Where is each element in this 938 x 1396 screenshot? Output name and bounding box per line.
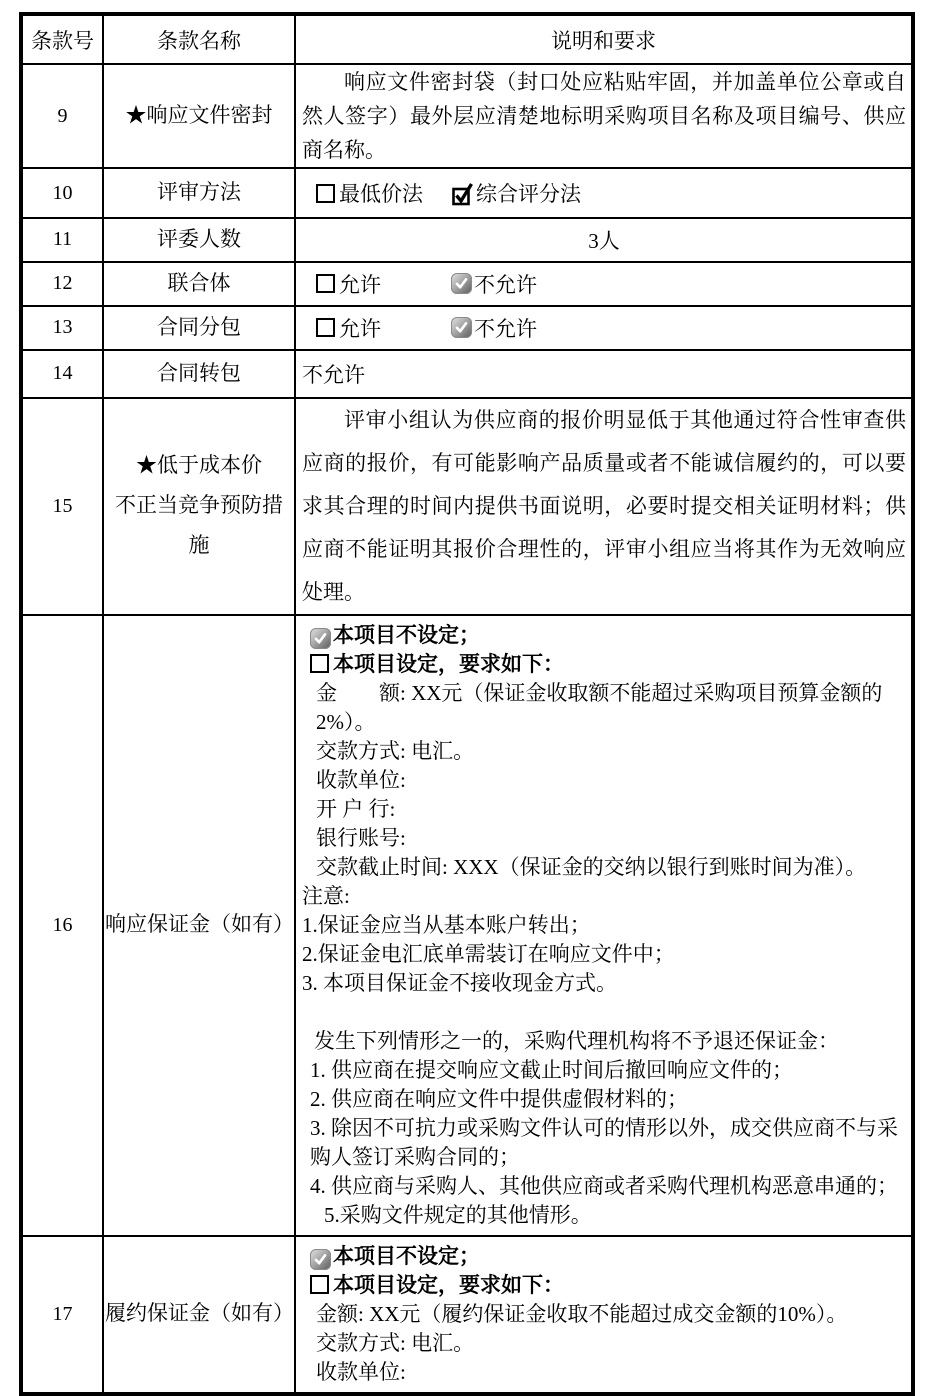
clause-no-cell: [21, 306, 103, 350]
clause-name: 响应保证金（如有）: [105, 912, 294, 937]
detail-line: 交款方式: 电汇。: [316, 738, 475, 763]
description-cell: [295, 306, 913, 350]
unchecked-checkbox-icon: [316, 274, 335, 293]
option-unchecked: [316, 178, 451, 208]
forfeit-item: 1. 供应商在提交响应文截止时间后撤回响应文件的；: [310, 1057, 793, 1082]
clauses-table: [19, 12, 915, 1396]
clause-no-cell: [21, 64, 103, 168]
unchecked-checkbox-icon: [310, 1275, 329, 1294]
gray-check-icon: [310, 1249, 331, 1270]
option-unchecked: [316, 313, 451, 343]
clause-name: 评审方法: [157, 180, 241, 205]
clause-number: 12: [52, 272, 73, 295]
clause-name: 履约保证金（如有）: [105, 1301, 294, 1326]
option-checked: [302, 621, 906, 650]
clause-name: 合同分包: [157, 314, 241, 339]
option-label: 本项目不设定；: [333, 1243, 480, 1268]
forfeit-item: 2. 供应商在响应文件中提供虚假材料的；: [310, 1086, 688, 1111]
option-unchecked: [302, 1271, 906, 1300]
option-label: 允许: [339, 316, 381, 341]
table-row: [21, 168, 913, 218]
clause-name-cell: [103, 1236, 295, 1394]
clause-number: 10: [52, 181, 73, 204]
option-checked: [451, 178, 581, 208]
header-clause-no: 条款号: [31, 28, 94, 53]
description-cell: [295, 1236, 913, 1394]
option-label: 不允许: [474, 272, 537, 297]
option-label: 允许: [339, 272, 381, 297]
clause-name-cell: [103, 398, 295, 615]
forfeit-intro: 发生下列情形之一的，采购代理机构将不予退还保证金：: [314, 1028, 839, 1053]
clause-name-cell: [103, 262, 295, 306]
clause-no-cell: [21, 350, 103, 398]
option-label: 不允许: [474, 316, 537, 341]
forfeit-item: 3. 除因不可抗力或采购文件认可的情形以外，成交供应商不与采购人签订采购合同的；: [310, 1115, 898, 1169]
table-row: [21, 615, 913, 1236]
clause-name: 评委人数: [157, 227, 241, 251]
table-row: [21, 218, 913, 262]
unchecked-checkbox-icon: [310, 654, 329, 673]
unchecked-checkbox-icon: [316, 318, 335, 337]
header-clause-name: 条款名称: [157, 28, 241, 53]
clause-no-cell: [21, 262, 103, 306]
header-clause-name-cell: [103, 14, 295, 64]
clause-name-cell: [103, 218, 295, 262]
note-item: 3. 本项目保证金不接收现金方式。: [302, 970, 617, 995]
clause-no-cell: [21, 398, 103, 615]
clause-no-cell: [21, 615, 103, 1236]
clause-value: 不允许: [302, 362, 365, 387]
description-cell: [295, 218, 913, 262]
clause-paragraph: 评审小组认为供应商的报价明显低于其他通过符合性审查供应商的报价，有可能影响产品质量或者不能诚信履约的，可以要求其合理的时间内提供书面说明，必要时提交相关证明材料；供应商不能证明其报价合理性的，评审小组应当将其作为无效响应处理。: [302, 407, 906, 604]
detail-line: 收款单位:: [316, 767, 406, 792]
clause-name-line2: 不正当竞争预防措施: [115, 493, 283, 558]
header-clause-no-cell: [21, 14, 103, 64]
table-header-row: [21, 14, 913, 64]
clause-name-cell: [103, 350, 295, 398]
clause-paragraph: 响应文件密封袋（封口处应粘贴牢固，并加盖单位公章或自然人签字）最外层应清楚地标明采购项目名称及项目编号、供应商名称。: [302, 70, 906, 162]
checked-checkbox-icon: [451, 181, 474, 206]
detail-line: 交款截止时间: XXX（保证金的交纳以银行到账时间为准）。: [316, 854, 867, 879]
forfeit-item: 5.采购文件规定的其他情形。: [324, 1202, 592, 1227]
clause-name: 合同转包: [157, 360, 241, 385]
clause-name-cell: [103, 168, 295, 218]
note-item: 1.保证金应当从基本账户转出；: [302, 912, 591, 937]
clause-name-cell: [103, 64, 295, 168]
detail-line: 交款方式: 电汇。: [316, 1330, 475, 1355]
unchecked-checkbox-icon: [316, 184, 335, 203]
option-label: 本项目设定，要求如下：: [333, 651, 564, 676]
option-checked: [302, 1242, 906, 1271]
gray-check-icon: [310, 628, 331, 649]
option-label: 综合评分法: [476, 182, 581, 206]
table-row: [21, 350, 913, 398]
option-unchecked: [302, 650, 906, 679]
detail-line: 金 额: XX元（保证金收取额不能超过采购项目预算金额的2%）。: [316, 680, 883, 734]
clause-name: ★响应文件密封: [125, 103, 273, 128]
forfeit-item: 4. 供应商与采购人、其他供应商或者采购代理机构恶意串通的；: [310, 1173, 898, 1198]
detail-line: 收款单位:: [316, 1359, 406, 1384]
option-unchecked: [316, 269, 451, 299]
description-cell: [295, 398, 913, 615]
table-row: [21, 1236, 913, 1394]
clause-number: 15: [52, 494, 73, 517]
detail-line: 金额: XX元（履约保证金收取不能超过成交金额的10%）。: [316, 1301, 848, 1326]
description-cell: [295, 262, 913, 306]
detail-line: 开 户 行:: [316, 796, 396, 821]
option-checked: [451, 313, 537, 343]
clause-name-line1: ★低于成本价: [136, 453, 262, 478]
blank-line: [302, 998, 906, 1027]
clause-no-cell: [21, 168, 103, 218]
table-row: [21, 64, 913, 168]
clause-name-cell: [103, 615, 295, 1236]
header-description-cell: [295, 14, 913, 64]
clause-value: 3人: [588, 228, 620, 253]
gray-check-icon: [451, 317, 472, 338]
description-cell: [295, 64, 913, 168]
clause-number: 9: [57, 104, 68, 127]
clause-no-cell: [21, 218, 103, 262]
header-description: 说明和要求: [551, 28, 656, 53]
option-label: 本项目不设定；: [333, 622, 480, 647]
clause-no-cell: [21, 1236, 103, 1394]
detail-line: 银行账号:: [316, 825, 406, 850]
option-label: 最低价法: [339, 182, 423, 206]
clause-name: 联合体: [167, 270, 231, 295]
clause-number: 13: [52, 316, 73, 339]
table-row: [21, 262, 913, 306]
gray-check-icon: [451, 273, 472, 294]
note-item: 2.保证金电汇底单需装订在响应文件中；: [302, 941, 675, 966]
description-cell: [295, 615, 913, 1236]
clause-name-cell: [103, 306, 295, 350]
description-cell: [295, 350, 913, 398]
clause-number: 11: [52, 228, 73, 251]
option-label: 本项目设定，要求如下：: [333, 1272, 564, 1297]
clause-number: 14: [52, 362, 73, 385]
description-cell: [295, 168, 913, 218]
note-heading: 注意:: [302, 883, 350, 908]
option-checked: [451, 269, 537, 299]
clause-number: 16: [52, 913, 73, 936]
table-row: [21, 398, 913, 615]
table-row: [21, 306, 913, 350]
clause-number: 17: [52, 1302, 73, 1325]
